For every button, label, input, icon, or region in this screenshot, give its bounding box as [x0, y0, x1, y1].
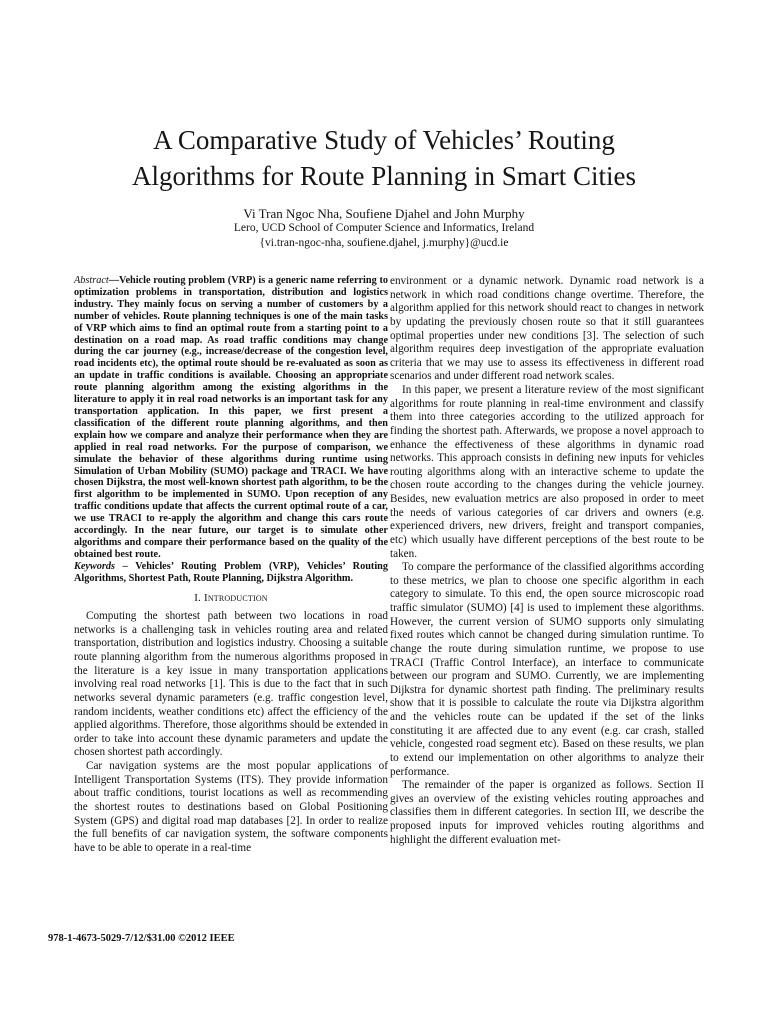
keywords-lead: Keywords [74, 560, 115, 572]
section-number: I. [194, 591, 204, 604]
author-names: Vi Tran Ngoc Nha, Soufiene Djahel and John Murphy [243, 206, 525, 221]
paragraph: To compare the performance of the classified algorithms according to these metrics, we plan to choose one specific algorithm in each category to simulate. To this end, the open source microscopic road traffic simulator (SUMO) [4] is used to implement these algorithms. However, the current version of SUMO supports only simulating fixed routes which cannot be changed during simulation runtime. To change the route during simulation runtime, we propose to use TRACI (Traffic Control Interface), an interface to communicate between our program and SUMO. Currently, we are implementing Dijkstra for dynamic shortest path finding. The preliminary results show that it is possible to calculate the route via Dijkstra algorithm and the vehicles route can be updated if the set of the links constituting it are affected due to any event (e.g. car crash, stalled vehicle, congested road segment etc). Based on these results, we plan to extend our implementation on other algorithms to analyze their performance. [390, 561, 704, 778]
abstract-text: —Vehicle routing problem (VRP) is a generic name referring to optimization problems in transportation, distribution and logistics industry. They mainly focus on serving a number of customers by a number of vehicles. Route planning techniques is one of the main tasks of VRP which aims to find an optimal route from a starting point to a destination on a road map. As road traffic conditions may change during the car journey (e.g., increase/decrease of the congestion level, road incidents etc), the optimal route should be re-evaluated as soon as an update in traffic conditions is available. Choosing an appropriate route planning algorithm among the existing algorithms in the literature to apply it in real road networks is an important task for any transportation application. In this paper, we first present a classification of the different route planning algorithms, and then explain how we compare and analyze their performance when they are applied in real road networks. For the purpose of comparison, we simulate the behavior of these algorithms during runtime using Simulation of Urban Mobility (SUMO) package and TRACI. We have chosen Dijkstra, the most well-known shortest path algorithm, to be the first algorithm to be implemented in SUMO. Upon reception of any traffic conditions update that affects the current optimal route of a car, we use TRACI to re-apply the algorithm and change this cars route accordingly. In the near future, our target is to simulate other algorithms and compare their performance based on the quality of the obtained best route. [74, 275, 388, 560]
paper-title [40, 122, 728, 194]
abstract-lead: Abstract [74, 275, 109, 286]
abstract [74, 275, 388, 561]
section-title: Introduction [203, 591, 268, 604]
keywords [74, 561, 388, 585]
paragraph: In this paper, we present a literature review of the most significant algorithms for route planning in real-time environment and classify them into three categories according to the utilized approach for finding the shortest path. Afterwards, we propose a novel approach to enhance the effectiveness of these algorithms in dynamic road networks. This approach consists in defining new inputs for vehicles routing algorithms along with an interactive scheme to update the chosen route according to the changes during the vehicle journey. Besides, new evaluation metrics are also proposed in order to meet the needs of various categories of car drivers and owners (e.g. experienced drivers, new drivers, freight and transport companies, etc) which usually have different perceptions of the best route to be taken. [390, 384, 704, 560]
section-heading-introduction [74, 592, 388, 606]
author-affiliation: Lero, UCD School of Computer Science and Informatics, Ireland [233, 222, 535, 234]
paragraph: environment or a dynamic network. Dynamic road network is a network in which road conditions change overtime. Therefore, the algorithm applied for this network should react to changes in network by updating the previously chosen route so that it still guarantees optimal properties under new conditions [3]. The selection of such algorithm requires deep investigation of the appropriate evaluation criteria that we may use to assess its effectiveness in different road scenarios and under different road network scales. [390, 275, 704, 383]
title-line-1: A Comparative Study of Vehicles’ Routing [153, 125, 615, 155]
copyright-footer: 978-1-4673-5029-7/12/$31.00 ©2012 IEEE [48, 933, 235, 944]
paragraph: The remainder of the paper is organized as follows. Section II gives an overview of the existing vehicles routing approaches and classifies them in different categories. In section III, we describe the proposed inputs for improved vehicles routing algorithms and highlight the different evaluation met- [390, 779, 704, 846]
keywords-text: – Vehicles’ Routing Problem (VRP), Vehicles’ Routing Algorithms, Shortest Path, Route Planning, Dijkstra Algorithm. [74, 560, 388, 584]
paragraph: Computing the shortest path between two locations in road networks is a challenging task in vehicles routing area and related transportation, distribution and logistics industry. Choosing a suitable route planning algorithm from the numerous algorithms proposed in the literature is a key issue in many transportation applications involving real road networks [1]. This is due to the fact that in such networks several dynamic parameters (e.g. traffic congestion level, random incidents, weather conditions etc) affect the efficiency of the applied algorithms. Therefore, those algorithms should be extended in order to take into account these dynamic parameters and update the chosen shortest path accordingly. [74, 610, 388, 759]
left-column [74, 275, 388, 855]
title-line-2: Algorithms for Route Planning in Smart Cities [132, 161, 636, 191]
paragraph: Car navigation systems are the most popular applications of Intelligent Transportation Systems (ITS). They provide information about traffic conditions, tourist locations as well as recommending the shortest routes to destinations based on Global Positioning System (GPS) and digital road map databases [2]. In order to realize the full benefits of car navigation system, the software components have to be able to operate in a real-time [74, 760, 388, 854]
right-column [390, 275, 704, 847]
author-emails: {vi.tran-ngoc-nha, soufiene.djahel, j.murphy}@ucd.ie [259, 237, 509, 249]
author-block [40, 206, 728, 251]
